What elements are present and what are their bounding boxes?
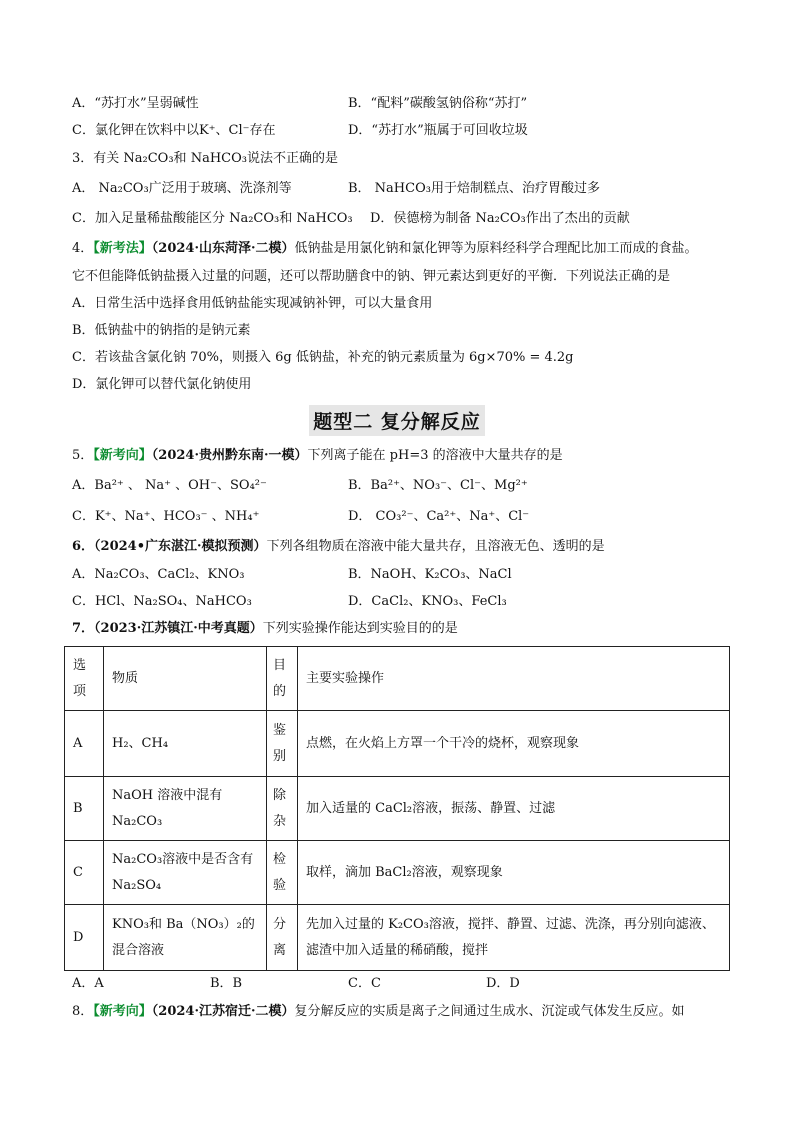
cell-purpose: 分离 — [267, 905, 298, 971]
cell-purpose: 除杂 — [267, 777, 298, 841]
table-row — [65, 711, 730, 777]
q5-option-d: D． CO₃²⁻、Ca²⁺、Na⁺、Cl⁻ — [348, 509, 530, 524]
q5-stem — [72, 447, 563, 465]
q4-stem-text: 低钠盐是用氯化钠和氯化钾等为原料经科学合理配比加工而成的食盐。 — [294, 241, 698, 256]
q4-stem-line2: 它不但能降低钠盐摄入过量的问题，还可以帮助膳食中的钠、钾元素达到更好的平衡．下列说法正确的是 — [72, 269, 671, 284]
q7-option-c: C．C — [348, 976, 381, 991]
q4-option-d: D．氯化钾可以替代氯化钠使用 — [72, 377, 252, 392]
header-operation: 主要实验操作 — [298, 647, 730, 711]
q6-option-b: B．NaOH、K₂CO₃、NaCl — [348, 567, 512, 582]
q7-stem — [72, 620, 458, 638]
cell-substance: NaOH 溶液中混有 Na₂CO₃ — [104, 777, 267, 841]
q4-stem-line1 — [72, 240, 698, 258]
q3-option-c: C．加入足量稀盐酸能区分 Na₂CO₃和 NaHCO₃ — [72, 211, 353, 226]
q7-table — [64, 646, 730, 971]
q5-stem-text: 下列离子能在 pH=3 的溶液中大量共存的是 — [307, 448, 563, 463]
section-title: 题型二 复分解反应 — [309, 405, 485, 436]
q8-number: 8． — [72, 1004, 94, 1019]
cell-substance: KNO₃和 Ba（NO₃）₂的混合溶液 — [104, 905, 267, 971]
q6-option-a: A．Na₂CO₃、CaCl₂、KNO₃ — [72, 567, 245, 582]
cell-operation: 加入适量的 CaCl₂溶液，振荡、静置、过滤 — [298, 777, 730, 841]
q3-option-d: D．侯德榜为制备 Na₂CO₃作出了杰出的贡献 — [370, 211, 630, 226]
q4-option-a: A．日常生活中选择食用低钠盐能实现减钠补钾，可以大量食用 — [72, 296, 433, 311]
header-substance: 物质 — [104, 647, 267, 711]
table-row — [65, 777, 730, 841]
q2-option-b: B．“配料”碳酸氢钠俗称“苏打” — [348, 96, 528, 111]
q3-option-b: B． NaHCO₃用于焙制糕点、治疗胃酸过多 — [348, 181, 600, 196]
q5-tag: 【新考向】 — [93, 448, 152, 463]
q5-number: 5． — [72, 448, 94, 463]
q7-stem-text: 下列实验操作能达到实验目的的是 — [262, 621, 458, 636]
table-row — [65, 841, 730, 905]
cell-operation: 先加入过量的 K₂CO₃溶液，搅拌、静置、过滤、洗涤，再分别向滤液、滤渣中加入适量的稀硝酸，搅拌 — [298, 905, 730, 971]
q6-number-source: 6．（2024•广东湛江·模拟预测） — [72, 539, 267, 554]
q2-option-c: C．氯化钾在饮料中以K⁺、Cl⁻存在 — [72, 123, 276, 138]
q8-stem-text: 复分解反应的实质是离子之间通过生成水、沉淀或气体发生反应。如 — [294, 1004, 685, 1019]
q5-source: （2024·贵州黔东南·一模） — [151, 448, 308, 463]
q4-tag: 【新考法】 — [93, 241, 152, 256]
q7-number-source: 7．（2023·江苏镇江·中考真题） — [72, 621, 263, 636]
q5-option-a: A．Ba²⁺ 、 Na⁺ 、OH⁻、SO₄²⁻ — [72, 478, 267, 493]
cell-substance: H₂、CH₄ — [104, 711, 267, 777]
q7-option-d: D．D — [486, 976, 520, 991]
cell-purpose: 鉴别 — [267, 711, 298, 777]
cell-operation: 取样，滴加 BaCl₂溶液，观察现象 — [298, 841, 730, 905]
q2-option-d: D．“苏打水”瓶属于可回收垃圾 — [348, 123, 528, 138]
section-heading — [0, 405, 794, 436]
q3-option-a: A． Na₂CO₃广泛用于玻璃、洗涤剂等 — [72, 181, 292, 196]
cell-option: B — [65, 777, 104, 841]
table-row — [65, 905, 730, 971]
q6-option-d: D．CaCl₂、KNO₃、FeCl₃ — [348, 594, 507, 609]
q4-option-c: C．若该盐含氯化钠 70%，则摄入 6g 低钠盐，补充的钠元素质量为 6g×70% = 4.2g — [72, 350, 574, 365]
q7-option-a: A．A — [72, 976, 104, 991]
q7-option-b: B．B — [210, 976, 243, 991]
q8-tag: 【新考向】 — [93, 1004, 152, 1019]
q5-option-b: B．Ba²⁺、NO₃⁻、Cl⁻、Mg²⁺ — [348, 478, 528, 493]
q4-option-b: B．低钠盐中的钠指的是钠元素 — [72, 323, 251, 338]
cell-substance: Na₂CO₃溶液中是否含有 Na₂SO₄ — [104, 841, 267, 905]
cell-option: A — [65, 711, 104, 777]
header-option: 选项 — [65, 647, 104, 711]
q4-source: （2024·山东菏泽·二模） — [151, 241, 295, 256]
q8-source: （2024·江苏宿迁·二模） — [151, 1004, 295, 1019]
cell-option: C — [65, 841, 104, 905]
q6-option-c: C．HCl、Na₂SO₄、NaHCO₃ — [72, 594, 252, 609]
table-header-row — [65, 647, 730, 711]
q8-stem — [72, 1003, 685, 1021]
cell-option: D — [65, 905, 104, 971]
q3-stem: 3．有关 Na₂CO₃和 NaHCO₃说法不正确的是 — [72, 151, 338, 166]
header-purpose: 目的 — [267, 647, 298, 711]
q5-option-c: C．K⁺、Na⁺、HCO₃⁻ 、NH₄⁺ — [72, 509, 260, 524]
q6-stem-text: 下列各组物质在溶液中能大量共存，且溶液无色、透明的是 — [266, 539, 605, 554]
cell-operation: 点燃，在火焰上方罩一个干冷的烧杯，观察现象 — [298, 711, 730, 777]
q6-stem — [72, 538, 605, 556]
q2-option-a: A．“苏打水”呈弱碱性 — [72, 96, 199, 111]
q4-number: 4． — [72, 241, 94, 256]
cell-purpose: 检验 — [267, 841, 298, 905]
